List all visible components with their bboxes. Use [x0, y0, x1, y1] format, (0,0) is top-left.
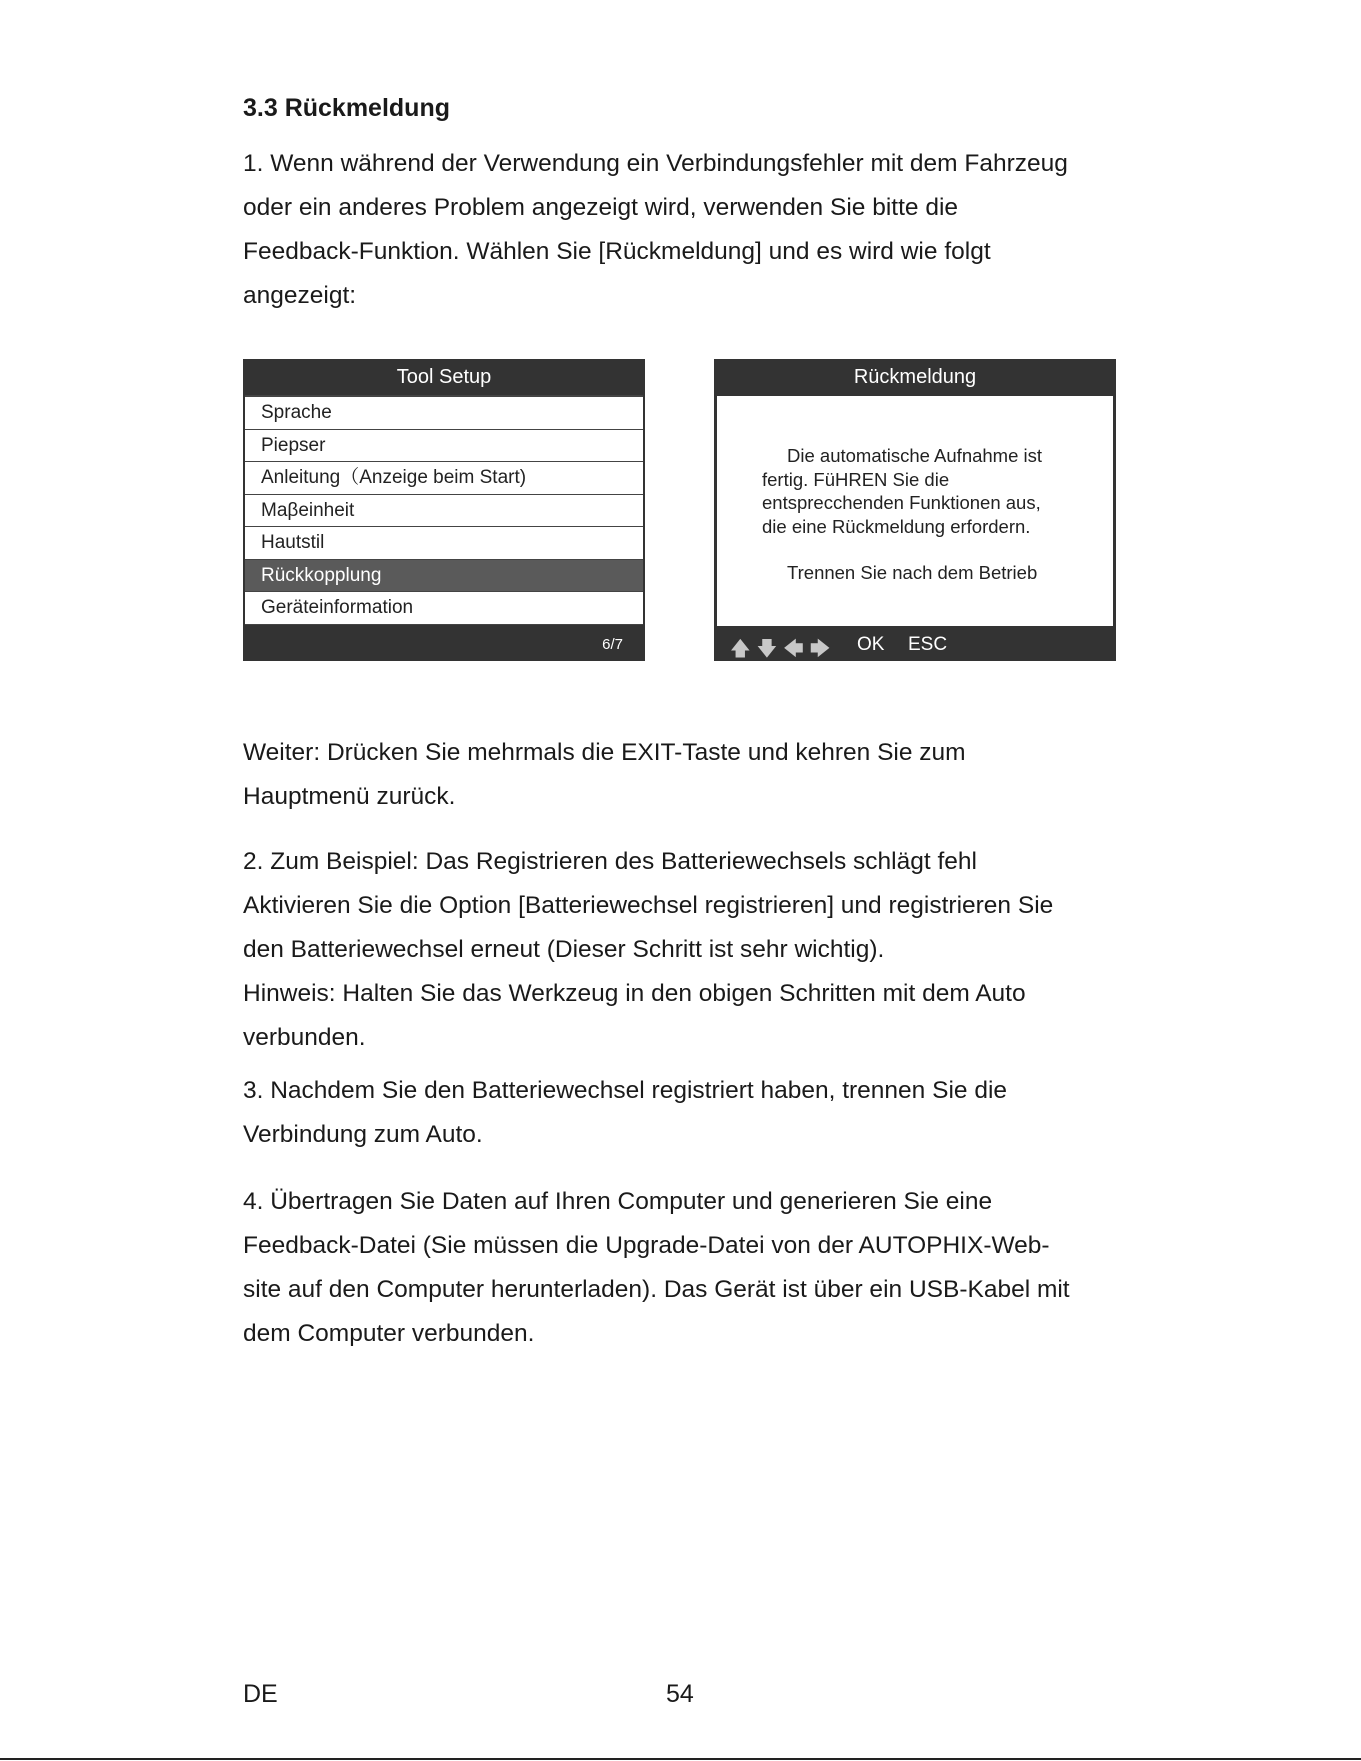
step-4-line: 4. Übertragen Sie Daten auf Ihren Computer und generieren Sie eine — [243, 1188, 993, 1215]
arrow-down-icon[interactable]: 🡇 — [756, 638, 780, 660]
message-line: entsprecchenden Funktionen aus, — [762, 492, 1041, 513]
step-2-line: Aktivieren Sie die Option [Batteriewechsel registrieren] und registrieren Sie — [243, 892, 1054, 919]
ok-button[interactable]: OK — [857, 634, 885, 655]
menu-item-rueckkopplung[interactable]: Rückkopplung — [245, 560, 643, 593]
message-line: fertig. FüHREN Sie die — [762, 469, 950, 490]
note-line: verbunden. — [243, 1024, 366, 1051]
step-3-line: 3. Nachdem Sie den Batteriewechsel registriert haben, trennen Sie die — [243, 1077, 1008, 1104]
feedback-footer — [714, 628, 1116, 661]
feedback-screen — [714, 359, 1116, 661]
menu-item-piepser[interactable]: Piepser — [245, 430, 643, 463]
step-4-line: site auf den Computer herunterladen). Das Gerät ist über ein USB-Kabel mit — [243, 1276, 1070, 1303]
intro-line: Feedback-Funktion. Wählen Sie [Rückmeldung] und es wird wie folgt — [243, 238, 991, 265]
menu-item-sprache[interactable]: Sprache — [245, 397, 643, 430]
message-line: Die automatische Aufnahme ist — [787, 445, 1043, 466]
step-2-line: den Batteriewechsel erneut (Dieser Schritt ist sehr wichtig). — [243, 936, 885, 963]
arrow-up-icon[interactable]: 🡅 — [730, 638, 753, 660]
weiter-line: Hauptmenü zurück. — [243, 783, 456, 810]
arrow-left-icon[interactable]: 🡄 — [783, 638, 806, 660]
tool-setup-footer — [243, 628, 645, 661]
page-indicator: 6/7 — [602, 636, 623, 653]
message-line: die eine Rückmeldung erfordern. — [762, 516, 1031, 537]
nav-arrows — [730, 634, 836, 668]
message-line: Trennen Sie nach dem Betrieb — [787, 562, 1038, 583]
footer-page-number: 54 — [666, 1680, 694, 1708]
weiter-paragraph — [243, 731, 1123, 819]
step-4-line: dem Computer verbunden. — [243, 1320, 535, 1347]
footer-language: DE — [243, 1680, 278, 1708]
weiter-line: Weiter: Drücken Sie mehrmals die EXIT-Taste und kehren Sie zum — [243, 739, 966, 766]
intro-line: angezeigt: — [243, 282, 357, 309]
step-2-line: 2. Zum Beispiel: Das Registrieren des Batteriewechsels schlägt fehl — [243, 848, 977, 875]
step-4-paragraph — [243, 1180, 1123, 1356]
tool-setup-title: Tool Setup — [396, 366, 492, 388]
menu-item-masseinheit[interactable]: Maβeinheit — [245, 495, 643, 528]
feedback-title: Rückmeldung — [853, 366, 977, 388]
menu-item-hautstil[interactable]: Hautstil — [245, 527, 643, 560]
step-3-paragraph — [243, 1069, 1123, 1157]
arrow-right-icon[interactable]: 🡆 — [809, 638, 833, 660]
note-line: Hinweis: Halten Sie das Werkzeug in den obigen Schritten mit dem Auto — [243, 980, 1026, 1007]
menu-item-geraeteinformation[interactable]: Geräteinformation — [245, 592, 643, 625]
section-title: 3.3 Rückmeldung — [243, 94, 450, 122]
intro-paragraph — [243, 142, 1123, 318]
step-2-paragraph — [243, 840, 1123, 1060]
step-4-line: Feedback-Datei (Sie müssen die Upgrade-Datei von der AUTOPHIX-Web- — [243, 1232, 1050, 1259]
menu-item-anleitung[interactable]: Anleitung（Anzeige beim Start) — [245, 462, 643, 495]
intro-line: 1. Wenn während der Verwendung ein Verbindungsfehler mit dem Fahrzeug — [243, 150, 1068, 177]
step-3-line: Verbindung zum Auto. — [243, 1121, 483, 1148]
esc-button[interactable]: ESC — [908, 634, 948, 655]
tool-setup-screen — [243, 359, 645, 661]
bottom-divider — [0, 1758, 1361, 1760]
tool-setup-menu — [245, 395, 643, 625]
intro-line: oder ein anderes Problem angezeigt wird, verwenden Sie bitte die — [243, 194, 959, 221]
feedback-message — [717, 396, 1113, 626]
